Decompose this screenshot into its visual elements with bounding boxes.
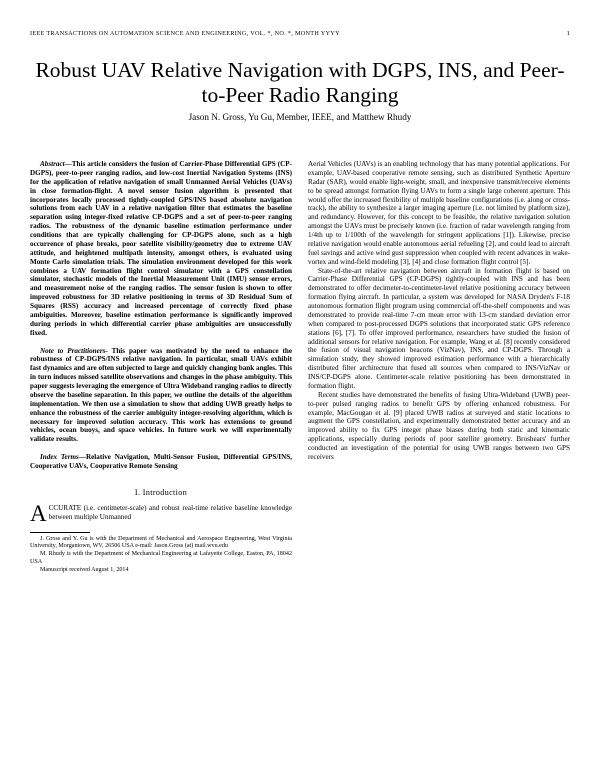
body-paragraph-1: Aerial Vehicles (UAVs) is an enabling technology that has many potential applications. For example, UAV-based cooperative remote sensing, such as distributed Synthetic Aperture Radar (SAR), would enable light-weight, small, and inexpensive transmit/receive elements to be spread amongst formation flying UAVs to form a single large coherent aperture. This would offer the increased flexibility of multiple baseline configurations (i.e. along or cross-track), the ability to synthesize a larger imaging aperture (i.e. not limited by platform size), and redundancy. However, for this concept to be feasible, the relative navigation solution amongst the UAVs must be precisely known (i.e. fraction of radar wavelength ranging from 1/4th up to 1/100th of the wavelength for stringent applications [1]). Likewise, precise relative navigation would enable autonomous aerial refueling [2], and could lead to aircraft fuel savings and active wind gust suppression when coupled with recent advances in wake-vortex and wind-field modeling [3], [4] and close formation flight control [5]. — [308, 160, 570, 266]
running-header — [30, 30, 570, 42]
footnote-received: Manuscript received August 1, 2014 — [40, 566, 129, 573]
body-paragraph-3: Recent studies have demonstrated the benefits of fusing Ultra-Wideband (UWB) peer-to-peer pulsed ranging radios to benefit GPS by offering enhanced robustness. For example, MacGougan et al. [9] placed UWB radios at surveyed and static locations to augment the GPS constellation, and experimentally demonstrated better accuracy and an improved ability to fix GPS integer phase biases during both static and kinematic applications, especially during periods of poor satellite geometry. Broshears' further conducted an investigation of the potential for using UWB ranges between two GPS receivers — [308, 390, 570, 461]
note-to-practitioners — [30, 347, 292, 445]
paper-title: Robust UAV Relative Navigation with DGPS, INS, and Peer-to-Peer Radio Ranging — [35, 58, 565, 107]
intro-paragraph — [30, 500, 292, 526]
intro-text: (i.e. centimeter-scale) and robust real-time relative baseline knowledge between multiple Unmanned — [48, 503, 292, 521]
note-text: - This paper was motivated by the need to enhance the robustness of CP-DGPS/INS relative navigation. In particular, small UAVs exhibit fast dynamics and are often subjected to large and quickly changing bank angles. This in turn induces missed satellite observations and changes in the phase ambiguity. This paper suggests leveraging the emergence of Ultra Wideband ranging radios to directly observe the baseline separation. In this paper, we outline the details of the algorithm implementation. We then use a simulation to show that adding UWB greatly helps to enhance the robustness of the carrier ambiguity integer-resolving algorithm, which is necessary for improved solution accuracy. This work has extensions to ground vehicles, ocean buoys, and space vehicles. In future work we will experimentally validate results. — [30, 346, 293, 444]
author-list: Jason N. Gross, Yu Gu, Member, IEEE, and Matthew Rhudy — [188, 112, 412, 122]
body-paragraph-2: State-of-the-art relative navigation between aircraft in formation flight is based on Carrier-Phase Differential GPS (CP-DGPS) tightly-coupled with INS and has been demonstrated to offer decimeter-to-centimeter-level relative positioning accuracy between formation flying aircraft. In particular, a system was developed for NASA Dryden's F-18 autonomous formation flight program using commercial off-the-shelf components and was demonstrated to provide real-time 7-cm mean error with 13-cm standard deviation error when compared to post-processed DGPS solutions that incorporated static GPS reference stations [6], [7]. To offer improved performance, researchers have studied the fusion of additional sensors for relative navigation. For example, Wang et al. [8] recently considered the fusion of visual navigation beacons (VizNav), INS, and CP-DGPS. Through a simulation study, they showed improved estimation performance with a hierarchically distributed filter architecture that fused all sources when compared to INS/VizNav or INS/CP-DGPS alone. Centimeter-scale relative positioning has been demonstrated in formation flight. — [308, 266, 570, 390]
footnote-rule — [30, 532, 90, 533]
footnote-affiliation-2: M. Rhudy is with the Department of Mechanical Engineering at Lafayette College, Easton, PA, 18042 USA — [30, 551, 292, 565]
intro-lead-word: CCURATE — [48, 503, 82, 512]
abstract — [30, 160, 292, 338]
abstract-text: This article considers the fusion of Carrier-Phase Differential GPS (CP-DGPS), peer-to-peer ranging radios, and low-cost Inertial Navigation Systems (INS) for the application of relative navigation of small Unmanned Aerial Vehicles (UAVs) in close formation-flight. A novel sensor fusion algorithm is presented that incorporates locally processed tightly-coupled GPS/INS based absolute navigation solutions from each UAV in a relative navigation filter that estimates the baseline separation using integer-fixed relative CP-DGPS and a set of peer-to-peer ranging radios. The robustness of the dynamic baseline estimation performance under conditions that are typically challenging for CP-DGPS alone, such as a high occurrence of phase breaks, poor satellite visibility/geometry due to extreme UAV attitude, and heightened multipath intensity, amongst others, is evaluated using Monte Carlo simulation trials. The simulation environment developed for this work combines a UAV formation flight control simulator with a GPS constellation simulator, stochastic models of the Inertial Measurement Unit (IMU) sensor errors, and measurement noise of the ranging radios. The sensor fusion is shown to offer improved robustness for 3D relative positioning in terms of 3D Residual Sum of Squares (RSS) accuracy and increased percentage of correctly fixed phase ambiguities. Moreover, baseline estimation performance is significantly improved during periods in which differential carrier phase ambiguities are unsuccessfully fixed. — [30, 160, 292, 337]
page-number: 1 — [566, 30, 570, 37]
journal-header: IEEE TRANSACTIONS ON AUTOMATION SCIENCE AND ENGINEERING, VOL. *, NO. *, MONTH YYYY — [30, 30, 340, 37]
right-column — [308, 160, 570, 462]
section-heading: I. Introduction — [134, 487, 188, 497]
index-terms-label: Index Terms — [40, 453, 79, 462]
footnotes — [30, 536, 292, 575]
index-terms-text: —Relative Navigation, Multi-Sensor Fusion, Differential GPS/INS, Cooperative UAVs, Cooperative Remote Sensing — [30, 453, 292, 470]
abstract-label: Abstract— — [40, 160, 72, 168]
note-label: Note to Practitioners — [40, 346, 106, 355]
left-column — [30, 160, 292, 574]
index-terms — [30, 453, 292, 471]
drop-cap: A — [30, 500, 47, 526]
footnote-affiliation-1: J. Gross and Y. Gu is with the Department of Mechanical and Aerospace Engineering, West Virginia University, Morgantown, WV, 26506 USA e-mail: Jason.Gross (at) mail.wvu.edu — [30, 535, 292, 550]
